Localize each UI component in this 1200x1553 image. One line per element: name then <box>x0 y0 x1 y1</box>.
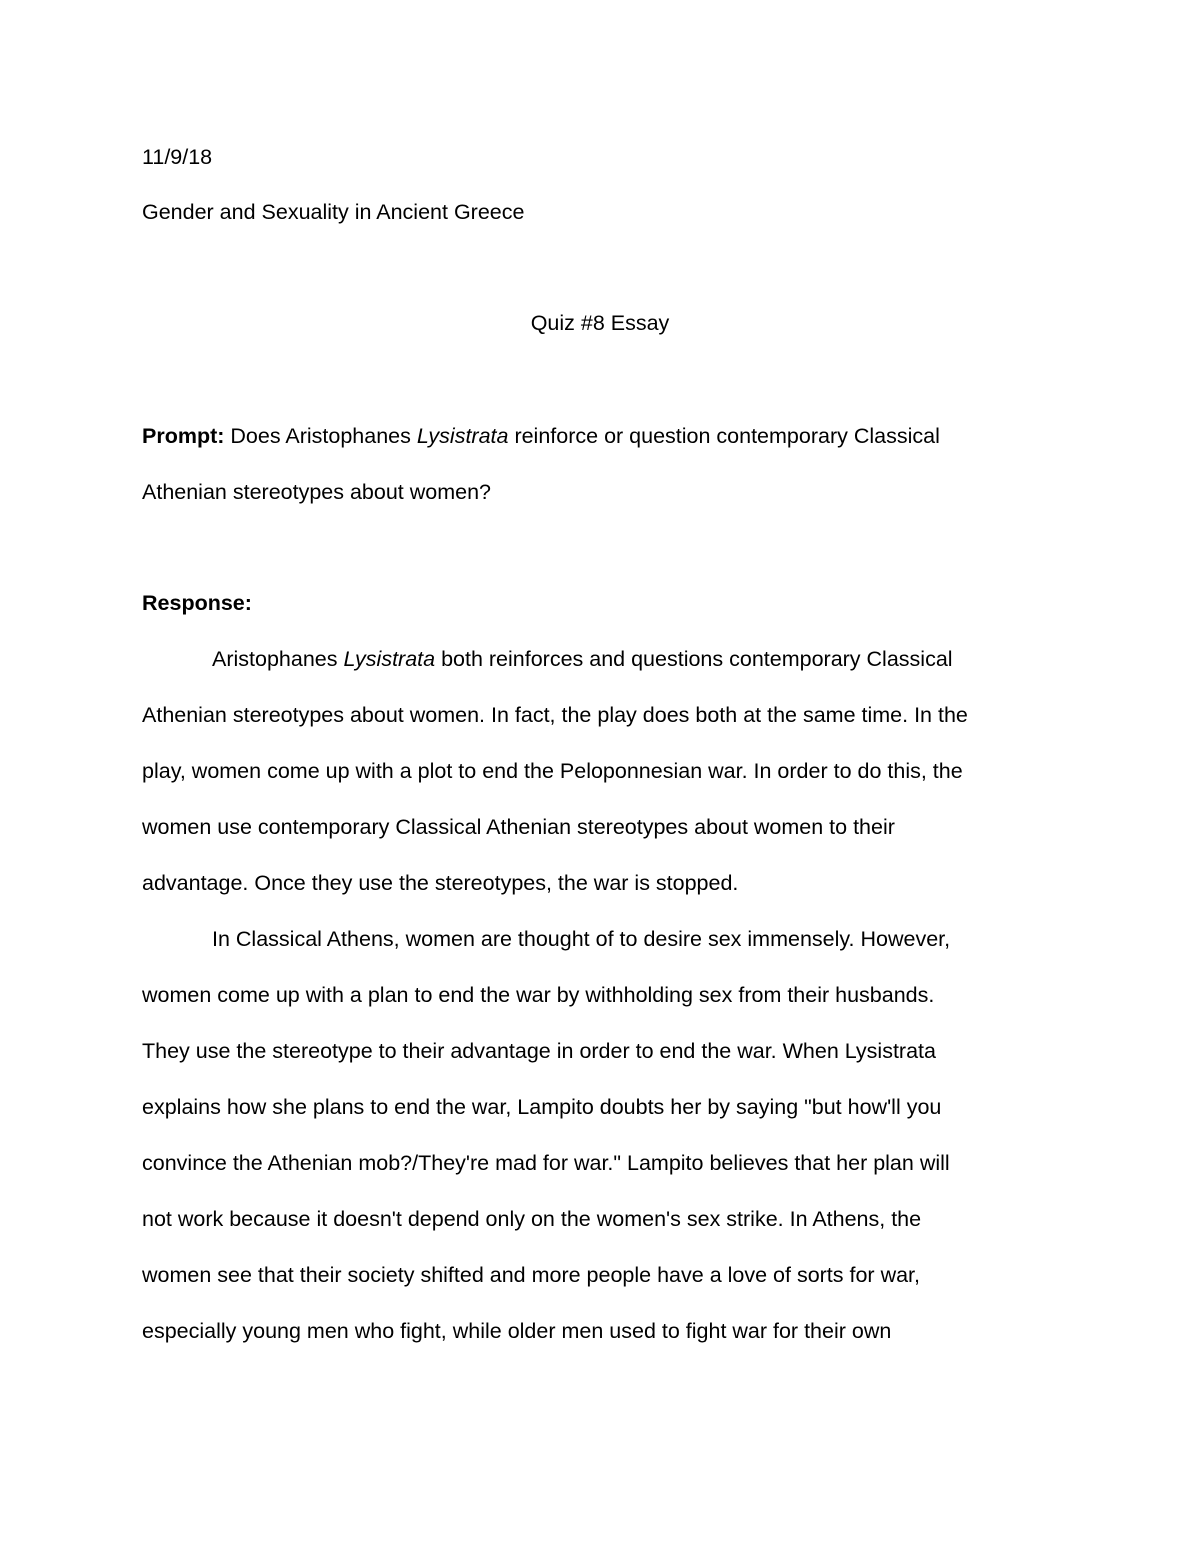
p2-line-2: women come up with a plan to end the war by withholding sex from their husbands. <box>142 983 935 1007</box>
prompt-line-2: Athenian stereotypes about women? <box>142 480 492 504</box>
prompt-label: Prompt: <box>142 424 225 448</box>
p2-line-5: convince the Athenian mob?/They're mad for war." Lampito believes that her plan will <box>142 1151 950 1175</box>
p1-line-2: Athenian stereotypes about women. In fact, the play does both at the same time. In the <box>142 703 968 727</box>
p1-line-4: women use contemporary Classical Athenian stereotypes about women to their <box>142 815 895 839</box>
p1-play-title: Lysistrata <box>343 647 436 671</box>
p1-line-5: advantage. Once they use the stereotypes, the war is stopped. <box>142 871 739 895</box>
p2-line-1: In Classical Athens, women are thought of to desire sex immensely. However, <box>212 927 951 951</box>
p2-line-8: especially young men who fight, while older men used to fight war for their own <box>142 1319 892 1343</box>
p1-line-1 <box>212 645 953 673</box>
prompt-line-1 <box>142 422 940 450</box>
p2-line-7: women see that their society shifted and more people have a love of sorts for war, <box>142 1263 920 1287</box>
prompt-text-post: reinforce or question contemporary Classical <box>508 424 940 448</box>
essay-title: Quiz #8 Essay <box>530 311 670 335</box>
response-label <box>142 589 252 617</box>
prompt-play-title: Lysistrata <box>416 424 509 448</box>
course-line: Gender and Sexuality in Ancient Greece <box>142 200 525 224</box>
p1-line-3: play, women come up with a plot to end the Peloponnesian war. In order to do this, the <box>142 759 963 783</box>
p2-line-4: explains how she plans to end the war, Lampito doubts her by saying "but how'll you <box>142 1095 942 1119</box>
prompt-text-pre: Does Aristophanes <box>224 424 417 448</box>
date-line: 11/9/18 <box>142 145 213 169</box>
p1-text-pre: Aristophanes <box>212 647 344 671</box>
p2-line-3: They use the stereotype to their advantage in order to end the war. When Lysistrata <box>142 1039 936 1063</box>
p2-line-6: not work because it doesn't depend only on the women's sex strike. In Athens, the <box>142 1207 922 1231</box>
p1-text-post: both reinforces and questions contemporary Classical <box>435 647 953 671</box>
response-label-text: Response: <box>142 591 252 615</box>
